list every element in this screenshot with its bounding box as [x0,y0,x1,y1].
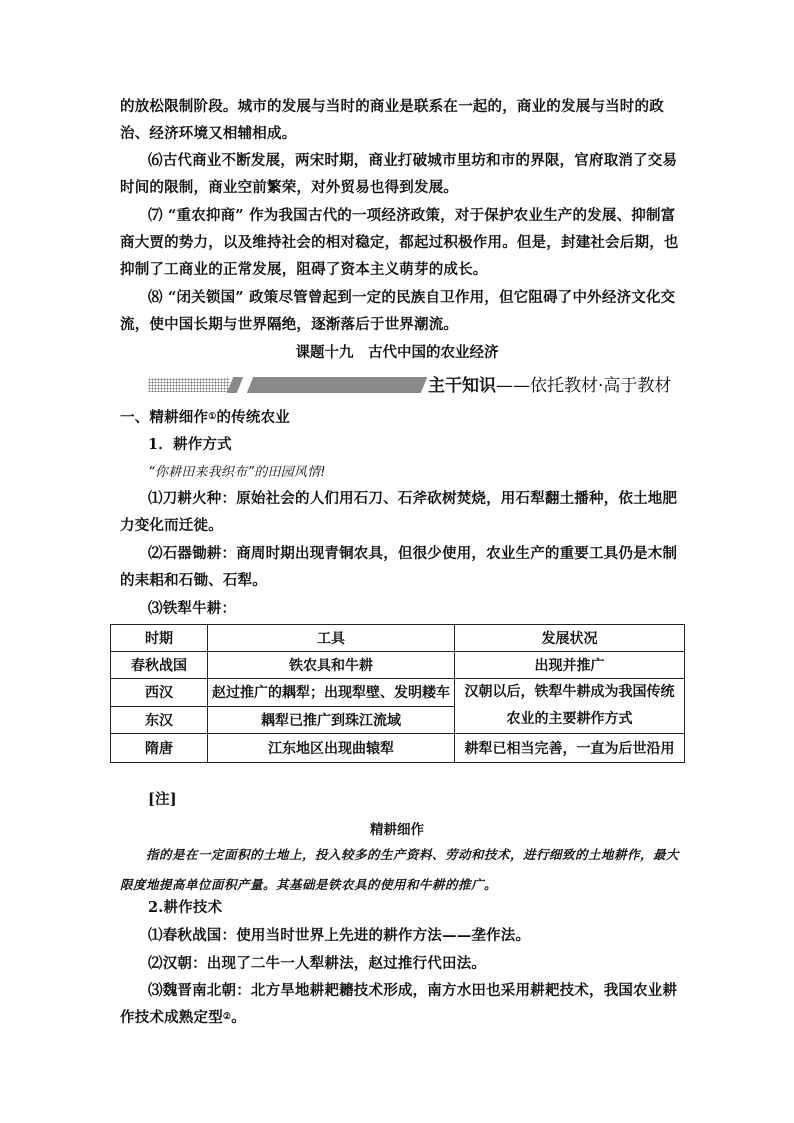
note-title: 精耕细作 [370,822,424,838]
paragraph-4: ⑻ “闭关锁国” 政策尽管曾起到一定的民族自卫作用，但它阻碍了中外经济文化交流，使中国长期与世界隔绝，逐渐落后于世界潮流。 [120,289,676,333]
table-cell: 汉朝以后，铁犁牛耕成为我国传统农业的主要耕作方式 [455,679,685,734]
table-header-row [111,625,685,652]
section-heading-suffix: 的传统农业 [216,409,290,426]
technique-3-end: 。 [231,1009,246,1026]
table-row [111,679,685,707]
table-cell: 赵过推广的耦犁；出现犁壁、发明耧车 [208,679,455,707]
technique-2: ⑵汉朝：出现了二牛一人犁耕法，赵过推行代田法。 [148,955,487,972]
table-cell: 耕犁已相当完善，一直为后世沿用 [455,734,685,763]
method-1: ⑴刀耕火种：原始社会的人们用石刀、石斧砍树焚烧，用石犁翻土播种，依土地肥力变化而迁徙。 [120,490,678,534]
note-body: 指的是在一定面积的土地上，投入较多的生产资料、劳动和技术，进行细致的土地耕作，最大限度地提高单位面积产量。其基础是铁农具的使用和牛耕的推广。 [120,847,680,892]
table-cell: 耦犁已推广到珠江流域 [208,706,455,734]
table-cell: 出现并推广 [455,652,685,679]
table-row [111,652,685,679]
section-heading-1 [120,404,685,431]
banner-dots [148,378,230,392]
method-3: ⑶铁犁牛耕： [148,600,237,617]
table-row [111,734,685,763]
footnote-marker-1: ① [208,412,217,422]
footnote-marker-2: ② [222,1012,232,1022]
banner-bar [227,377,427,393]
note-label: [注] [148,791,177,808]
section-heading-text: 一、精耕细作 [120,409,209,426]
banner-title [428,371,671,396]
lesson-title: 课题十九 古代中国的农业经济 [295,344,499,361]
table-cell: 铁农具和牛耕 [208,652,455,679]
paragraph-3: ⑺ “重农抑商” 作为我国古代的一项经济政策，对于保护农业生产的发展、抑制富商大贾的势力，以及维持社会的相对稳定，都起过积极作用。但是，封建社会后期，也抑制了工商业的正常发展，阻碍了资本主义萌芽的成长。 [120,207,679,278]
table-cell: 春秋战国 [111,652,208,679]
handwritten-note: “你耕田来我织布”的田园风情! [148,465,326,480]
table-cell: 东汉 [111,706,208,734]
table-cell: 江东地区出现曲辕犁 [208,734,455,763]
technique-3-text: ⑶魏晋南北朝：北方旱地耕耙耱技术形成，南方水田也采用耕耙技术，我国农业耕作技术成熟定型 [120,982,678,1026]
method-2: ⑵石器锄耕：商周时期出现青铜农具，但很少使用，农业生产的重要工具仍是木制的耒耜和石锄、石犁。 [120,545,678,589]
subheading-1: 1．耕作方式 [148,436,232,453]
banner-sub: ——依托教材·高于教材 [496,376,672,396]
section-banner [148,374,672,396]
table-header: 发展状况 [455,625,685,652]
banner-main: 主干知识 [428,376,496,396]
technique-3 [120,977,685,1031]
table-cell: 西汉 [111,679,208,707]
paragraph-2: ⑹古代商业不断发展，两宋时期，商业打破城市里坊和市的界限，官府取消了交易时间的限制，商业空前繁荣，对外贸易也得到发展。 [120,152,678,196]
subheading-2: 2.耕作技术 [148,899,223,916]
table-cell: 隋唐 [111,734,208,763]
paragraph-1: 的放松限制阶段。城市的发展与当时的商业是联系在一起的，商业的发展与当时的政治、经济环境又相辅相成。 [120,98,664,142]
tools-table [110,624,685,763]
technique-1: ⑴春秋战国：使用当时世界上先进的耕作方法——垄作法。 [148,927,531,944]
table-header: 时期 [111,625,208,652]
table-header: 工具 [208,625,455,652]
